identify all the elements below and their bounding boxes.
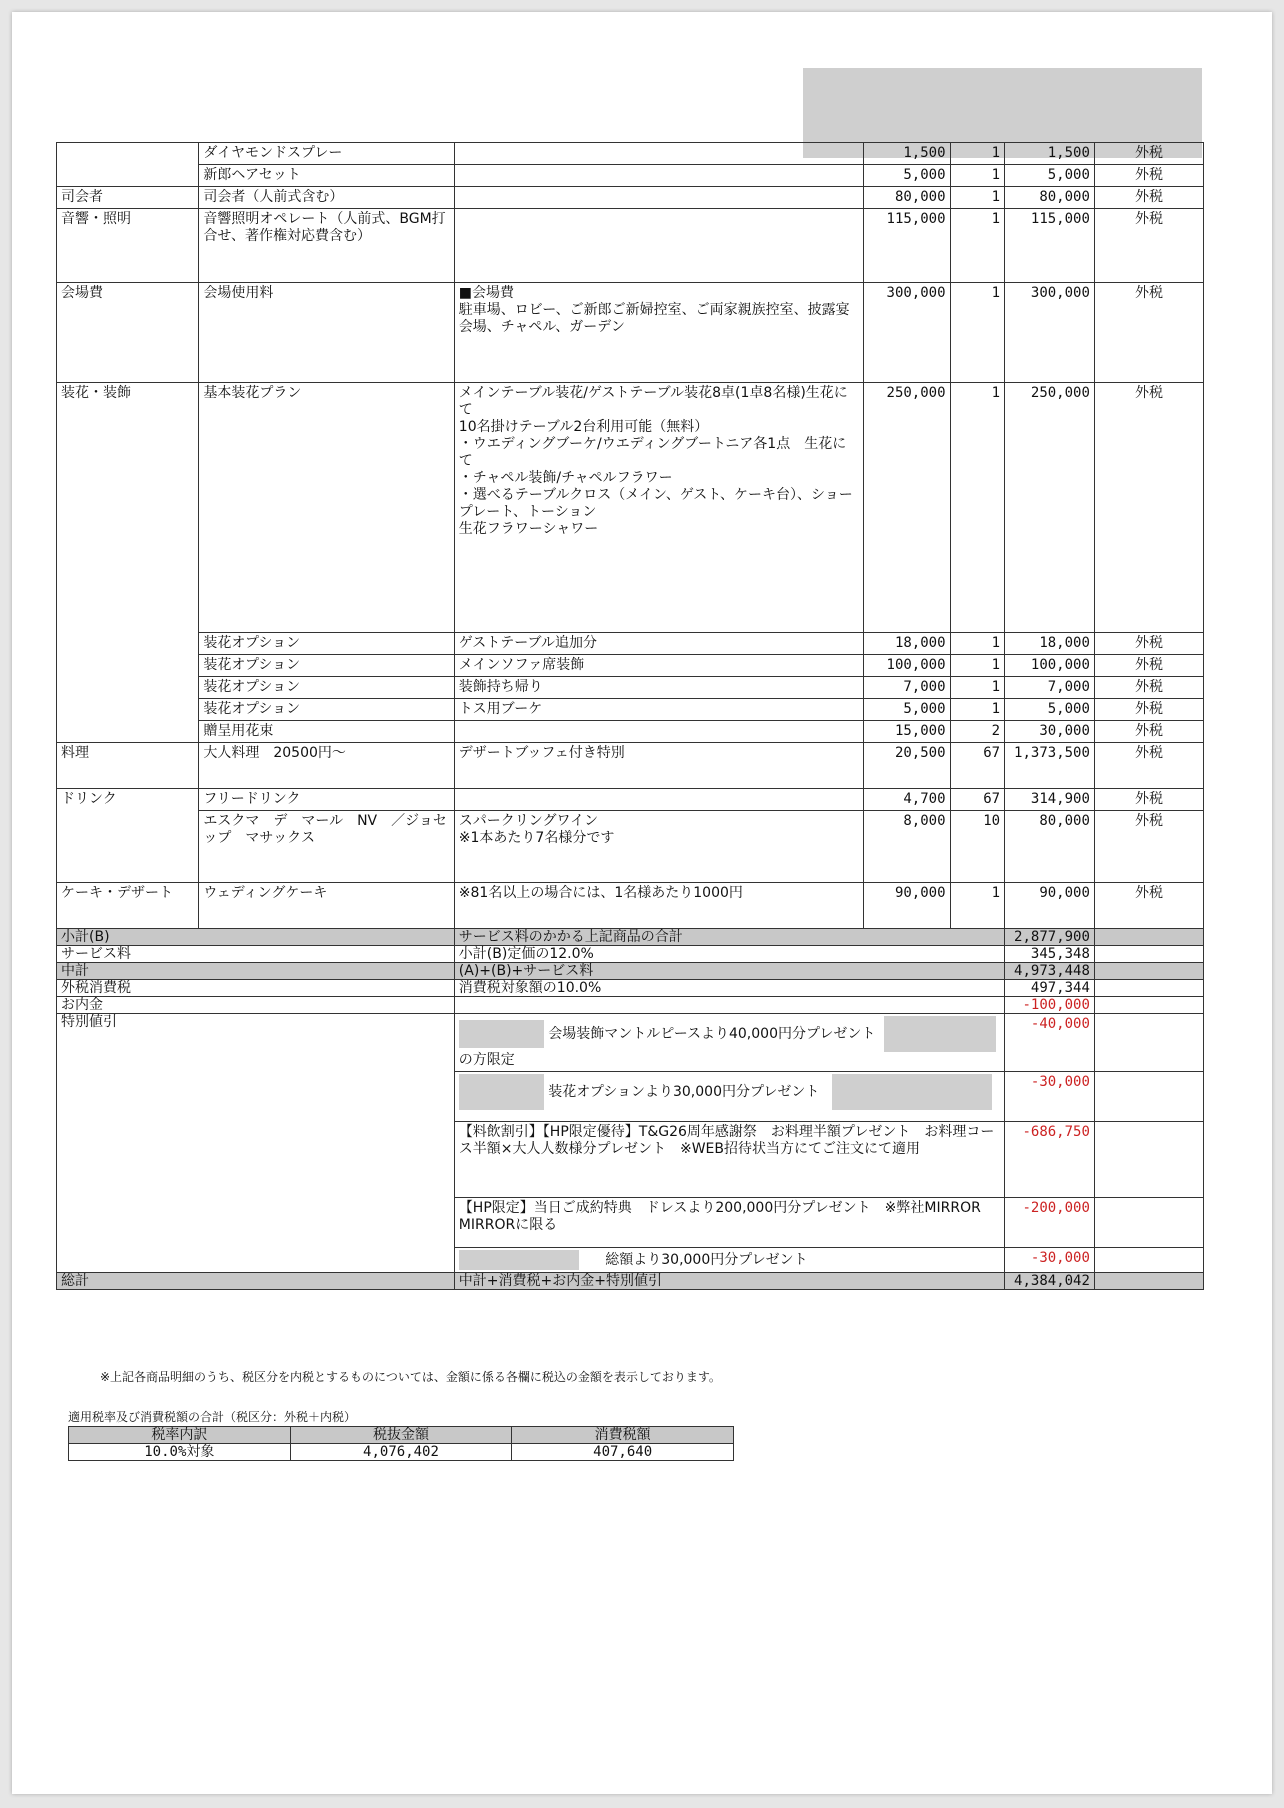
discount-desc [454, 1248, 1004, 1273]
subtotal-desc: サービス料のかかる上記商品の合計 [454, 929, 1004, 946]
unit-price-cell: 1,500 [863, 143, 950, 165]
description-cell: デザートブッフェ付き特別 [454, 743, 863, 789]
rate-header-pretax: 税抜金額 [290, 1427, 512, 1444]
discount-desc [454, 1014, 1004, 1072]
tax-type-cell: 外税 [1094, 699, 1203, 721]
line-item-row [57, 721, 1204, 743]
amount-cell: 80,000 [1005, 811, 1095, 883]
rate-header-breakdown: 税率内訳 [69, 1427, 291, 1444]
rate-table [68, 1426, 734, 1461]
rate-header-tax: 消費税額 [512, 1427, 734, 1444]
tax-type-cell: 外税 [1094, 677, 1203, 699]
item-cell: 新郎ヘアセット [199, 165, 454, 187]
discount-label: 特別値引 [57, 1014, 455, 1273]
line-item-row [57, 789, 1204, 811]
unit-price-cell: 7,000 [863, 677, 950, 699]
description-cell [454, 143, 863, 165]
line-item-row [57, 655, 1204, 677]
item-cell: 装花オプション [199, 655, 454, 677]
service-amount: 345,348 [1005, 946, 1095, 963]
unit-price-cell: 18,000 [863, 633, 950, 655]
unit-price-cell: 300,000 [863, 283, 950, 383]
tax-type-cell: 外税 [1094, 655, 1203, 677]
tax-type-cell: 外税 [1094, 283, 1203, 383]
item-cell: 装花オプション [199, 633, 454, 655]
item-cell: 装花オプション [199, 699, 454, 721]
unit-price-cell: 20,500 [863, 743, 950, 789]
amount-cell: 300,000 [1005, 283, 1095, 383]
service-row [57, 946, 1204, 963]
tax-desc: 消費税対象額の10.0% [454, 980, 1004, 997]
item-cell: ダイヤモンドスプレー [199, 143, 454, 165]
amount-cell: 100,000 [1005, 655, 1095, 677]
description-cell [454, 789, 863, 811]
line-item-row [57, 743, 1204, 789]
rate-table-header [69, 1427, 734, 1444]
item-cell: フリードリンク [199, 789, 454, 811]
service-label: サービス料 [57, 946, 455, 963]
unit-price-cell: 15,000 [863, 721, 950, 743]
quantity-cell: 1 [950, 677, 1005, 699]
discount-amount: -30,000 [1005, 1248, 1095, 1273]
subtotal-label: 小計(B) [57, 929, 455, 946]
quantity-cell: 67 [950, 789, 1005, 811]
discount-text: 【料飲割引】【HP限定優待】T&G26周年感謝祭 お料理半額プレゼント お料理コース半額×大人人数様分プレゼント ※WEB招待状当方にてご注文にて適用 [454, 1122, 1004, 1198]
discount-amount: -30,000 [1005, 1072, 1095, 1122]
description-cell: メインテーブル装花/ゲストテーブル装花8卓(1卓8名様)生花にて 10名掛けテーブル2台利用可能（無料） ・ウエディングブーケ/ウエディングブートニア各1点 生花にて ・チャペル装飾/チャペルフラワー ・選べるテーブルクロス（メイン、ゲスト、ケーキ台）、ショープレート、トーション 生花フラワーシャワー [454, 383, 863, 633]
description-cell: 装飾持ち帰り [454, 677, 863, 699]
quantity-cell: 10 [950, 811, 1005, 883]
description-cell: ※81名以上の場合には、1名様あたり1000円 [454, 883, 863, 929]
amount-cell: 5,000 [1005, 699, 1095, 721]
tax-type-cell: 外税 [1094, 209, 1203, 283]
amount-cell: 250,000 [1005, 383, 1095, 633]
tax-type-cell: 外税 [1094, 811, 1203, 883]
line-item-row [57, 187, 1204, 209]
quantity-cell: 1 [950, 633, 1005, 655]
item-cell: 会場使用料 [199, 283, 454, 383]
total-label: 総計 [57, 1273, 455, 1290]
midtotal-row [57, 963, 1204, 980]
line-items [57, 143, 1204, 929]
line-item-row [57, 883, 1204, 929]
redacted-inline [459, 1250, 579, 1270]
unit-price-cell: 250,000 [863, 383, 950, 633]
amount-cell: 90,000 [1005, 883, 1095, 929]
amount-cell: 30,000 [1005, 721, 1095, 743]
midtotal-amount: 4,973,448 [1005, 963, 1095, 980]
line-item-row [57, 677, 1204, 699]
description-cell [454, 187, 863, 209]
rate-breakdown: 10.0%対象 [69, 1444, 291, 1461]
redacted-inline [884, 1016, 996, 1052]
tax-row [57, 980, 1204, 997]
deposit-desc [454, 997, 1004, 1014]
service-desc: 小計(B)定価の12.0% [454, 946, 1004, 963]
amount-cell: 5,000 [1005, 165, 1095, 187]
amount-cell: 1,500 [1005, 143, 1095, 165]
category-cell: 装花・装飾 [57, 383, 199, 743]
amount-cell: 18,000 [1005, 633, 1095, 655]
description-cell: ■会場費 駐車場、ロビー、ご新郎ご新婦控室、ご両家親族控室、披露宴会場、チャペル、ガーデン [454, 283, 863, 383]
item-cell: 大人料理 20500円～ [199, 743, 454, 789]
item-cell: ウェディングケーキ [199, 883, 454, 929]
unit-price-cell: 4,700 [863, 789, 950, 811]
unit-price-cell: 90,000 [863, 883, 950, 929]
total-row [57, 1273, 1204, 1290]
tax-type-cell: 外税 [1094, 743, 1203, 789]
amount-cell: 7,000 [1005, 677, 1095, 699]
unit-price-cell: 5,000 [863, 165, 950, 187]
tax-type-cell: 外税 [1094, 883, 1203, 929]
item-cell: 装花オプション [199, 677, 454, 699]
summary-section [57, 929, 1204, 1290]
rate-tax: 407,640 [512, 1444, 734, 1461]
line-item-row [57, 283, 1204, 383]
quantity-cell: 1 [950, 283, 1005, 383]
unit-price-cell: 8,000 [863, 811, 950, 883]
description-cell: トス用ブーケ [454, 699, 863, 721]
line-item-row [57, 633, 1204, 655]
line-item-row [57, 699, 1204, 721]
description-cell [454, 721, 863, 743]
discount-amount: -686,750 [1005, 1122, 1095, 1198]
rate-table-title: 適用税率及び消費税額の合計（税区分：外税＋内税） [68, 1410, 357, 1424]
discount-text: 装花オプションより30,000円分プレゼント [548, 1084, 820, 1100]
quantity-cell: 1 [950, 209, 1005, 283]
redacted-inline [459, 1074, 544, 1110]
category-cell: 音響・照明 [57, 209, 199, 283]
quantity-cell: 1 [950, 165, 1005, 187]
total-amount: 4,384,042 [1005, 1273, 1095, 1290]
discount-amount: -200,000 [1005, 1198, 1095, 1248]
discount-text-sub: の方限定 [458, 1052, 515, 1068]
category-cell: 会場費 [57, 283, 199, 383]
subtotal-amount: 2,877,900 [1005, 929, 1095, 946]
tax-type-cell: 外税 [1094, 789, 1203, 811]
tax-type-cell: 外税 [1094, 383, 1203, 633]
tax-note: ※上記各商品明細のうち、税区分を内税とするものについては、金額に係る各欄に税込の金額を表示しております。 [100, 1370, 721, 1384]
tax-type-cell: 外税 [1094, 187, 1203, 209]
quantity-cell: 1 [950, 655, 1005, 677]
item-cell: 基本装花プラン [199, 383, 454, 633]
unit-price-cell: 80,000 [863, 187, 950, 209]
tax-type-cell: 外税 [1094, 143, 1203, 165]
deposit-row [57, 997, 1204, 1014]
quantity-cell: 1 [950, 883, 1005, 929]
estimate-table [56, 142, 1204, 1290]
category-cell [57, 143, 199, 187]
discount-text: 総額より30,000円分プレゼント [605, 1252, 808, 1268]
description-cell: スパークリングワイン ※1本あたり7名様分です [454, 811, 863, 883]
item-cell: エスクマ デ マール NV ／ジョセップ マサックス [199, 811, 454, 883]
tax-type-cell: 外税 [1094, 721, 1203, 743]
discount-text: 会場装飾マントルピースより40,000円分プレゼント [548, 1026, 876, 1042]
category-cell: 司会者 [57, 187, 199, 209]
description-cell [454, 165, 863, 187]
tax-type-cell: 外税 [1094, 633, 1203, 655]
tax-label: 外税消費税 [57, 980, 455, 997]
discount-desc [454, 1072, 1004, 1122]
category-cell: ドリンク [57, 789, 199, 883]
tax-amount: 497,344 [1005, 980, 1095, 997]
amount-cell: 80,000 [1005, 187, 1095, 209]
category-cell: 料理 [57, 743, 199, 789]
quantity-cell: 1 [950, 143, 1005, 165]
item-cell: 贈呈用花束 [199, 721, 454, 743]
tax-type-cell: 外税 [1094, 165, 1203, 187]
discount-amount: -40,000 [1005, 1014, 1095, 1072]
redacted-inline [832, 1074, 992, 1110]
quantity-cell: 67 [950, 743, 1005, 789]
line-item-row [57, 143, 1204, 165]
rate-table-row [69, 1444, 734, 1461]
unit-price-cell: 115,000 [863, 209, 950, 283]
line-item-row [57, 811, 1204, 883]
redacted-inline [459, 1020, 544, 1048]
item-cell: 音響照明オペレート（人前式、BGM打合せ、著作権対応費含む） [199, 209, 454, 283]
description-cell [454, 209, 863, 283]
unit-price-cell: 100,000 [863, 655, 950, 677]
midtotal-desc: (A)+(B)+サービス料 [454, 963, 1004, 980]
description-cell: メインソファ席装飾 [454, 655, 863, 677]
total-desc: 中計+消費税+お内金+特別値引 [454, 1273, 1004, 1290]
quantity-cell: 1 [950, 383, 1005, 633]
discount-row [57, 1014, 1204, 1072]
rate-pretax: 4,076,402 [290, 1444, 512, 1461]
amount-cell: 115,000 [1005, 209, 1095, 283]
amount-cell: 314,900 [1005, 789, 1095, 811]
midtotal-label: 中計 [57, 963, 455, 980]
discount-text: 【HP限定】当日ご成約特典 ドレスより200,000円分プレゼント ※弊社MIRROR MIRRORに限る [454, 1198, 1004, 1248]
unit-price-cell: 5,000 [863, 699, 950, 721]
subtotal-row [57, 929, 1204, 946]
deposit-label: お内金 [57, 997, 455, 1014]
amount-cell: 1,373,500 [1005, 743, 1095, 789]
category-cell: ケーキ・デザート [57, 883, 199, 929]
description-cell: ゲストテーブル追加分 [454, 633, 863, 655]
deposit-amount: -100,000 [1005, 997, 1095, 1014]
line-item-row [57, 383, 1204, 633]
quantity-cell: 1 [950, 187, 1005, 209]
line-item-row [57, 165, 1204, 187]
quantity-cell: 1 [950, 699, 1005, 721]
item-cell: 司会者（人前式含む） [199, 187, 454, 209]
quantity-cell: 2 [950, 721, 1005, 743]
line-item-row [57, 209, 1204, 283]
